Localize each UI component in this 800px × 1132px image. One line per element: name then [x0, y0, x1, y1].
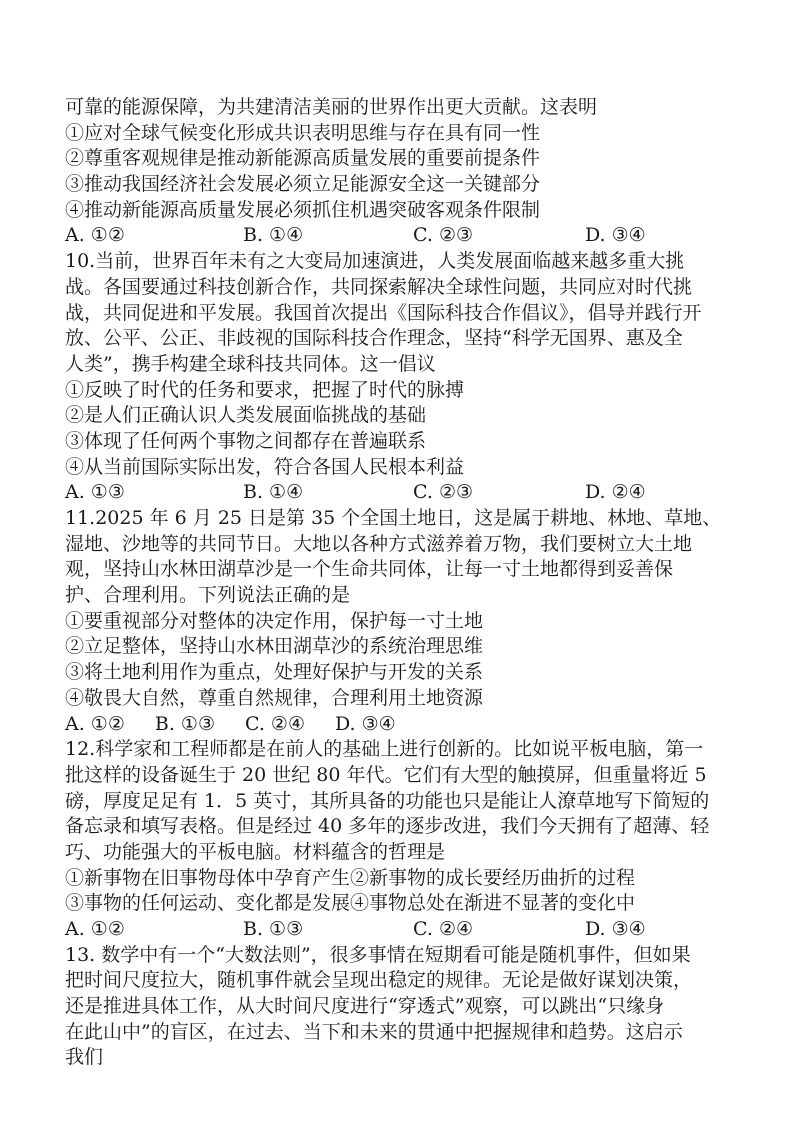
statement-4: ④从当前国际实际出发，符合各国人民根本利益 — [65, 455, 465, 478]
question-stem-line: 我们 — [65, 1046, 104, 1069]
question-13 — [65, 943, 745, 1071]
question-stem-line: 战，共同促进和平发展。我国首次提出《国际科技合作倡议》，倡导并践行开 — [65, 301, 702, 324]
question-stem-line: 10.当前，世界百年未有之大变局加速演进，人类发展面临越来越多重大挑 — [65, 250, 685, 273]
option-c: C. ②④ — [244, 712, 305, 735]
option-a: A. ①② — [65, 224, 125, 247]
option-a: A. ①② — [65, 712, 125, 735]
question-stem-line: 巧、功能强大的平板电脑。材料蕴含的哲理是 — [65, 840, 446, 863]
answer-options — [65, 223, 745, 249]
question-stem-line: 11.2025 年 6 月 25 日是第 35 个全国土地日，这是属于耕地、林地、草地、 — [65, 507, 722, 529]
statement-2: ②是人们正确认识人类发展面临挑战的基础 — [65, 404, 427, 427]
question-stem-line: 人类”，携手构建全球科技共同体。这一倡议 — [65, 352, 436, 375]
question-stem-line: 磅，厚度足足有 1．5 英寸，其所具备的功能也只是能让人潦草地写下简短的 — [65, 789, 710, 812]
statement-1: ①反映了时代的任务和要求，把握了时代的脉搏 — [65, 378, 465, 401]
answer-options — [65, 712, 745, 738]
question-10 — [65, 249, 745, 506]
statement-1: ①应对全球气候变化形成共识表明思维与存在具有同一性 — [65, 121, 541, 144]
question-stem-line: 备忘录和填写表格。但是经过 40 多年的逐步改进，我们今天拥有了超薄、轻 — [65, 815, 710, 838]
option-c: C. ②③ — [413, 224, 474, 247]
option-c: C. ②③ — [413, 481, 474, 504]
question-stem-line: 12.科学家和工程师都是在前人的基础上进行创新的。比如说平板电脑，第一 — [65, 738, 704, 761]
question-stem-line: 在此山中”的盲区，在过去、当下和未来的贯通中把握规律和趋势。这启示 — [65, 1020, 683, 1043]
question-9 — [65, 95, 745, 249]
answer-options — [65, 480, 745, 506]
question-stem-line: 还是推进具体工作，从大时间尺度进行“穿透式”观察，可以跳出“只缘身 — [65, 995, 665, 1018]
question-11 — [65, 506, 745, 737]
statement-2: ②立足整体，坚持山水林田湖草沙的系统治理思维 — [65, 635, 484, 658]
option-b: B. ①④ — [243, 224, 304, 247]
question-stem-line: 湿地、沙地等的共同节日。大地以各种方式滋养着万物，我们要树立大土地 — [65, 532, 693, 555]
answer-options — [65, 917, 745, 943]
question-stem-line: 放、公平、公正、非歧视的国际科技合作理念，坚持“科学无国界、惠及全 — [65, 327, 683, 350]
option-d: D. ③④ — [335, 712, 396, 735]
option-b: B. ①④ — [243, 481, 304, 504]
option-b: B. ①③ — [154, 712, 215, 735]
option-a: A. ①② — [65, 918, 125, 940]
question-stem-line: 护、合理利用。下列说法正确的是 — [65, 584, 351, 607]
option-a: A. ①③ — [65, 481, 125, 504]
option-d: D. ②④ — [585, 481, 646, 504]
statement-3: ③将土地利用作为重点，处理好保护与开发的关系 — [65, 661, 484, 684]
question-12 — [65, 737, 745, 943]
question-stem-line: 战。各国要通过科技创新合作，共同探索解决全球性问题，共同应对时代挑 — [65, 275, 693, 298]
option-c: C. ②④ — [413, 918, 474, 940]
statement-3: ③推动我国经济社会发展必须立足能源安全这一关键部分 — [65, 173, 541, 196]
option-d: D. ③④ — [585, 918, 646, 940]
statement-4: ④推动新能源高质量发展必须抓住机遇突破客观条件限制 — [65, 198, 541, 221]
statement-1: ①要重视部分对整体的决定作用，保护每一寸土地 — [65, 609, 484, 632]
page-content — [65, 95, 745, 1071]
question-stem-line: 13. 数学中有一个“大数法则”，很多事情在短期看可能是随机事件，但如果 — [65, 943, 691, 966]
statement-2: ②尊重客观规律是推动新能源高质量发展的重要前提条件 — [65, 147, 541, 170]
question-stem-line: 批这样的设备诞生于 20 世纪 80 年代。它们有大型的触摸屏，但重量将近 5 — [65, 763, 707, 786]
question-stem-line: 观，坚持山水林田湖草沙是一个生命共同体，让每一寸土地都得到妥善保 — [65, 558, 674, 581]
statement-pair-1: ①新事物在旧事物母体中孕育产生②新事物的成长要经历曲折的过程 — [65, 866, 636, 889]
statement-3: ③体现了任何两个事物之间都存在普遍联系 — [65, 429, 427, 452]
question-stem-line: 可靠的能源保障，为共建清洁美丽的世界作出更大贡献。这表明 — [65, 96, 598, 118]
statement-4: ④敬畏大自然，尊重自然规律，合理利用土地资源 — [65, 686, 484, 709]
statement-pair-2: ③事物的任何运动、变化都是发展④事物总处在渐进不显著的变化中 — [65, 892, 636, 915]
option-d: D. ③④ — [585, 224, 646, 247]
question-stem-line: 把时间尺度拉大，随机事件就会呈现出稳定的规律。无论是做好谋划决策， — [65, 969, 693, 992]
option-b: B. ①③ — [243, 918, 304, 940]
